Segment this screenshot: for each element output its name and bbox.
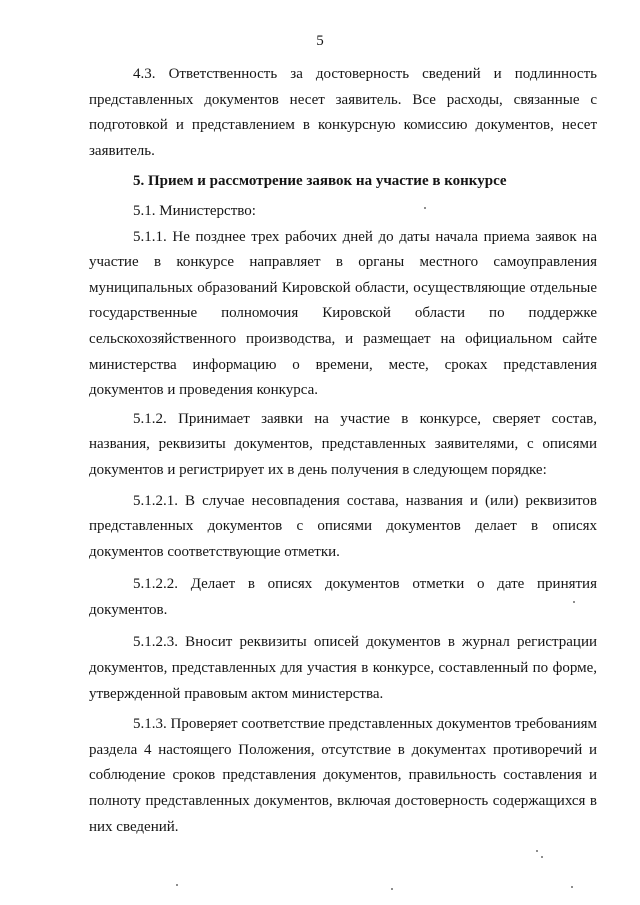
scan-speck bbox=[573, 601, 575, 603]
paragraph-4-3: 4.3. Ответственность за достоверность сведений и подлинность представленных документов несет заявитель. Все расходы, связанные с подготовкой и представлением в конкурсную комиссию документов, несет заявитель. bbox=[89, 66, 597, 159]
document-body bbox=[89, 62, 597, 840]
paragraph-5-1-1: 5.1.1. Не позднее трех рабочих дней до даты начала приема заявок на участие в конкурсе направляет в органы местного самоуправления муниципальных образований Кировской области, осуществляющие отдельные государственные полномочия Кировской области по поддержке сельскохозяйственного производства, и размещает на официальном сайте министерства информацию о времени, месте, сроках представления документов и проведения конкурса. bbox=[89, 228, 597, 399]
paragraph-5-1-2-2: 5.1.2.2. Делает в описях документов отметки о дате принятия документов. bbox=[89, 576, 597, 618]
paragraph-5-1-2-1: 5.1.2.1. В случае несовпадения состава, названия и (или) реквизитов представленных документов с описями документов делает в описях документов соответствующие отметки. bbox=[89, 492, 597, 560]
page-number: 5 bbox=[316, 33, 324, 49]
paragraph-5-1-3: 5.1.3. Проверяет соответствие представленных документов требованиям раздела 4 настоящего Положения, отсутствие в документах противоречий и соблюдение сроков представления документов, правильность составления и полноту представленных документов, включая достоверность содержащихся в них сведений. bbox=[89, 716, 597, 835]
scan-speck bbox=[424, 207, 426, 209]
paragraph-5-1-2-3: 5.1.2.3. Вносит реквизиты описей документов в журнал регистрации документов, представленных для участия в конкурсе, составленный по форме, утвержденной правовым актом министерства. bbox=[89, 634, 597, 702]
paragraph-5-1: 5.1. Министерство: bbox=[133, 202, 256, 219]
scan-speck bbox=[541, 856, 543, 858]
scan-speck bbox=[391, 888, 393, 890]
paragraph-5-1-2: 5.1.2. Принимает заявки на участие в конкурсе, сверяет состав, названия, реквизиты документов, представленных заявителями, с описями документов и регистрирует их в день получения в следующем порядке: bbox=[89, 410, 597, 478]
scan-speck bbox=[571, 886, 573, 888]
section-heading-5: 5. Прием и рассмотрение заявок на участие в конкурсе bbox=[133, 173, 507, 190]
scan-speck bbox=[176, 884, 178, 886]
scan-speck bbox=[536, 850, 538, 852]
